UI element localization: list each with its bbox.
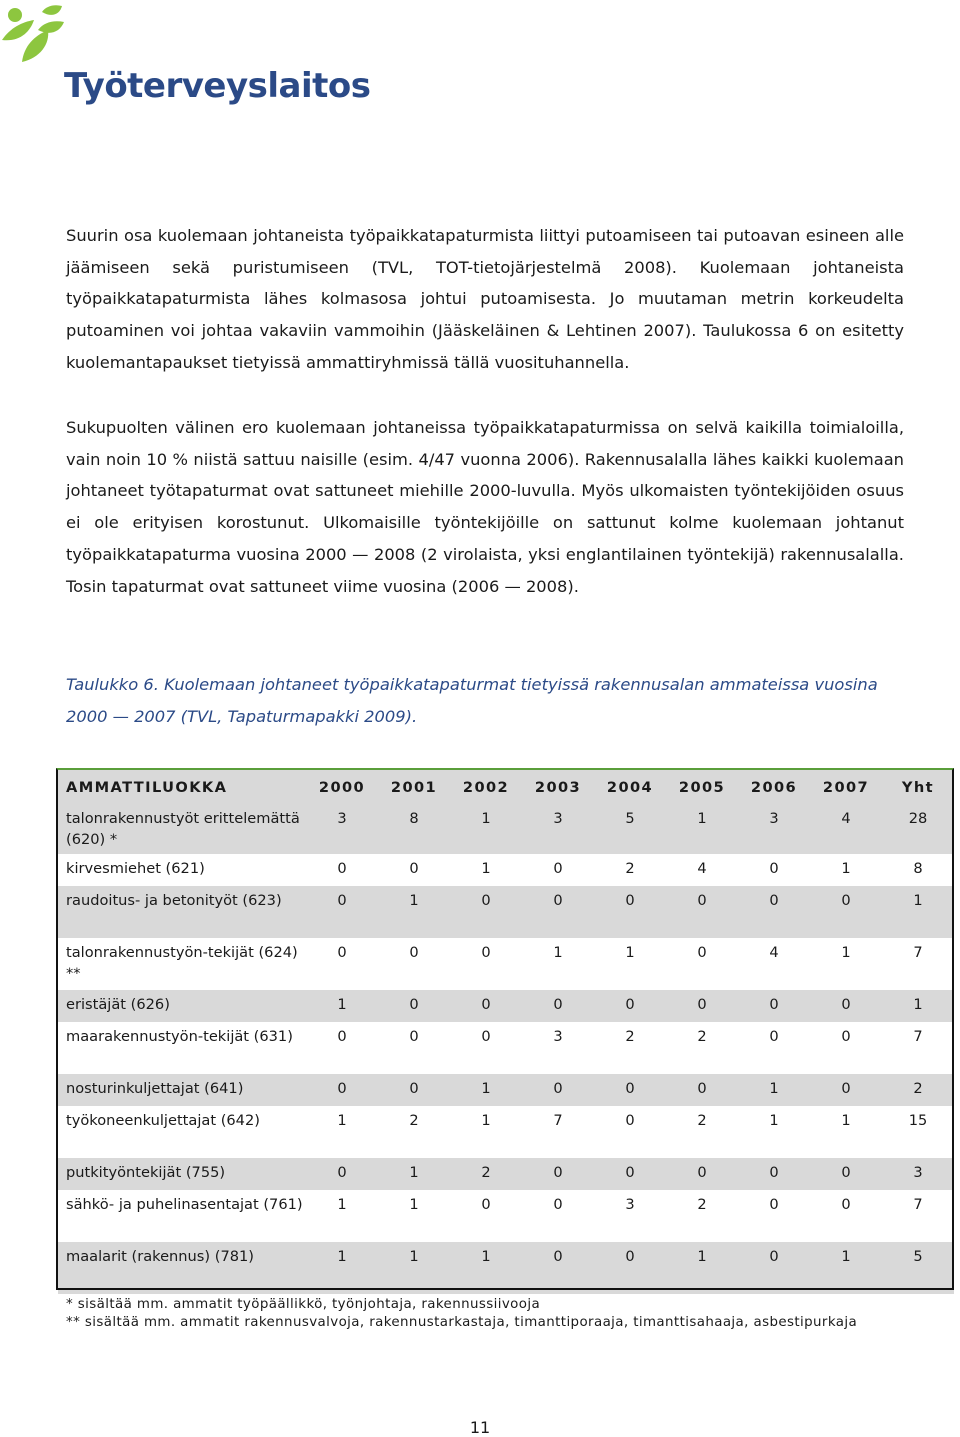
year-value-cell: 0 xyxy=(378,854,450,886)
total-cell: 2 xyxy=(882,1074,954,1106)
table-caption-label: Taulukko 6. xyxy=(66,675,159,694)
year-value-cell: 1 xyxy=(810,938,882,990)
total-cell: 5 xyxy=(882,1242,954,1294)
total-cell: 1 xyxy=(882,990,954,1022)
year-value-cell: 0 xyxy=(594,886,666,938)
paragraph-2 xyxy=(66,412,904,602)
header-2006: 2006 xyxy=(738,770,810,804)
year-value-cell: 0 xyxy=(666,938,738,990)
year-value-cell: 1 xyxy=(738,1074,810,1106)
year-value-cell: 0 xyxy=(594,1106,666,1158)
occupation-cell: työkoneenkuljettajat (642) xyxy=(58,1106,306,1158)
year-value-cell: 0 xyxy=(306,1074,378,1106)
year-value-cell: 0 xyxy=(594,990,666,1022)
year-value-cell: 0 xyxy=(738,886,810,938)
footnote-2: ** sisältää mm. ammatit rakennusvalvoja, rakennustarkastaja, timanttiporaaja, timanttisahaaja, asbestipurkaja xyxy=(66,1315,858,1330)
table-row xyxy=(58,1242,954,1294)
year-value-cell: 3 xyxy=(306,804,378,854)
occupation-cell: nosturinkuljettajat (641) xyxy=(58,1074,306,1106)
year-value-cell: 0 xyxy=(378,1074,450,1106)
occupation-cell: sähkö- ja puhelinasentajat (761) xyxy=(58,1190,306,1242)
occupation-cell: kirvesmiehet (621) xyxy=(58,854,306,886)
year-value-cell: 7 xyxy=(522,1106,594,1158)
total-cell: 8 xyxy=(882,854,954,886)
table-row xyxy=(58,854,954,886)
year-value-cell: 1 xyxy=(450,1106,522,1158)
year-value-cell: 1 xyxy=(306,1242,378,1294)
year-value-cell: 3 xyxy=(522,804,594,854)
year-value-cell: 1 xyxy=(378,1242,450,1294)
occupation-cell: maalarit (rakennus) (781) xyxy=(58,1242,306,1294)
year-value-cell: 0 xyxy=(522,1074,594,1106)
year-value-cell: 0 xyxy=(306,886,378,938)
year-value-cell: 0 xyxy=(450,938,522,990)
year-value-cell: 1 xyxy=(378,886,450,938)
header-2005: 2005 xyxy=(666,770,738,804)
year-value-cell: 2 xyxy=(666,1022,738,1074)
year-value-cell: 0 xyxy=(810,990,882,1022)
total-cell: 3 xyxy=(882,1158,954,1190)
paragraph-2-text: Sukupuolten välinen ero kuolemaan johtaneissa työpaikkatapaturmissa on selvä kaikilla toimialoilla, vain noin 10 % niistä sattuu naisille (esim. 4/47 vuonna 2006). Rakennusalalla lähes kaikki kuolemaan johtaneet työtapaturmat ovat sattuneet miehille 2000-luvulla. Myös ulkomaisten työntekijöiden osuus ei ole erityisen korostunut. Ulkomaisille työntekijöille on sattunut kolme kuolemaan johtanut työpaikkatapaturma vuosina 2000 — 2008 (2 virolaista, yksi englantilainen työntekijä) rakennusalalla. Tosin tapaturmat ovat sattuneet viime vuosina (2006 — 2008). xyxy=(66,418,904,596)
year-value-cell: 0 xyxy=(738,1242,810,1294)
year-value-cell: 1 xyxy=(306,1190,378,1242)
year-value-cell: 2 xyxy=(666,1106,738,1158)
year-value-cell: 0 xyxy=(306,1158,378,1190)
year-value-cell: 2 xyxy=(378,1106,450,1158)
year-value-cell: 0 xyxy=(810,1022,882,1074)
table-row xyxy=(58,1106,954,1158)
year-value-cell: 2 xyxy=(450,1158,522,1190)
year-value-cell: 0 xyxy=(594,1242,666,1294)
year-value-cell: 3 xyxy=(738,804,810,854)
year-value-cell: 1 xyxy=(378,1158,450,1190)
year-value-cell: 0 xyxy=(810,1190,882,1242)
total-cell: 7 xyxy=(882,1190,954,1242)
header-2000: 2000 xyxy=(306,770,378,804)
footnote-1: * sisältää mm. ammatit työpäällikkö, työnjohtaja, rakennussiivooja xyxy=(66,1297,541,1312)
year-value-cell: 0 xyxy=(522,886,594,938)
table-row xyxy=(58,886,954,938)
year-value-cell: 0 xyxy=(378,1022,450,1074)
year-value-cell: 0 xyxy=(450,1190,522,1242)
total-cell: 7 xyxy=(882,938,954,990)
year-value-cell: 1 xyxy=(522,938,594,990)
paragraph-1 xyxy=(66,220,904,379)
year-value-cell: 1 xyxy=(810,1242,882,1294)
table-row xyxy=(58,990,954,1022)
year-value-cell: 1 xyxy=(810,854,882,886)
table-row xyxy=(58,1158,954,1190)
year-value-cell: 0 xyxy=(450,886,522,938)
total-cell: 28 xyxy=(882,804,954,854)
year-value-cell: 0 xyxy=(738,1190,810,1242)
occupation-cell: talonrakennustyöt erittelemättä (620) * xyxy=(58,804,306,854)
header-yht: Yht xyxy=(882,770,954,804)
total-cell: 7 xyxy=(882,1022,954,1074)
header-2007: 2007 xyxy=(810,770,882,804)
year-value-cell: 0 xyxy=(810,886,882,938)
year-value-cell: 2 xyxy=(594,1022,666,1074)
logo xyxy=(0,0,371,110)
year-value-cell: 0 xyxy=(306,1022,378,1074)
table-row xyxy=(58,938,954,990)
year-value-cell: 1 xyxy=(306,990,378,1022)
year-value-cell: 0 xyxy=(522,1190,594,1242)
occupation-cell: putkityöntekijät (755) xyxy=(58,1158,306,1190)
year-value-cell: 4 xyxy=(666,854,738,886)
year-value-cell: 0 xyxy=(306,854,378,886)
year-value-cell: 0 xyxy=(594,1074,666,1106)
year-value-cell: 2 xyxy=(666,1190,738,1242)
year-value-cell: 5 xyxy=(594,804,666,854)
table-row xyxy=(58,1074,954,1106)
year-value-cell: 1 xyxy=(666,1242,738,1294)
year-value-cell: 0 xyxy=(738,990,810,1022)
total-cell: 1 xyxy=(882,886,954,938)
year-value-cell: 1 xyxy=(666,804,738,854)
year-value-cell: 1 xyxy=(306,1106,378,1158)
header-2004: 2004 xyxy=(594,770,666,804)
table-row xyxy=(58,1022,954,1074)
year-value-cell: 1 xyxy=(450,854,522,886)
table-caption-text: Kuolemaan johtaneet työpaikkatapaturmat tietyissä rakennusalan ammateissa vuosina 2000 — 2007 (TVL, Tapaturmapakki 2009). xyxy=(66,675,878,726)
table-row xyxy=(58,804,954,854)
year-value-cell: 0 xyxy=(666,1158,738,1190)
year-value-cell: 0 xyxy=(522,1158,594,1190)
table-row xyxy=(58,1190,954,1242)
year-value-cell: 3 xyxy=(522,1022,594,1074)
year-value-cell: 4 xyxy=(738,938,810,990)
occupation-cell: eristäjät (626) xyxy=(58,990,306,1022)
year-value-cell: 8 xyxy=(378,804,450,854)
table-caption xyxy=(66,669,904,732)
total-cell: 15 xyxy=(882,1106,954,1158)
table-header-row xyxy=(58,770,954,804)
header-2002: 2002 xyxy=(450,770,522,804)
year-value-cell: 0 xyxy=(738,1022,810,1074)
year-value-cell: 3 xyxy=(594,1190,666,1242)
year-value-cell: 1 xyxy=(594,938,666,990)
year-value-cell: 2 xyxy=(594,854,666,886)
year-value-cell: 0 xyxy=(738,854,810,886)
year-value-cell: 1 xyxy=(738,1106,810,1158)
year-value-cell: 0 xyxy=(522,1242,594,1294)
year-value-cell: 0 xyxy=(450,1022,522,1074)
header-2003: 2003 xyxy=(522,770,594,804)
page-number: 11 xyxy=(469,1418,491,1437)
year-value-cell: 0 xyxy=(378,990,450,1022)
year-value-cell: 0 xyxy=(810,1158,882,1190)
header-ammattiluokka: AMMATTILUOKKA xyxy=(58,770,306,804)
year-value-cell: 4 xyxy=(810,804,882,854)
occupation-cell: maarakennustyön-tekijät (631) xyxy=(58,1022,306,1074)
year-value-cell: 1 xyxy=(378,1190,450,1242)
year-value-cell: 1 xyxy=(810,1106,882,1158)
occupation-cell: raudoitus- ja betonityöt (623) xyxy=(58,886,306,938)
year-value-cell: 1 xyxy=(450,804,522,854)
occupation-cell: talonrakennustyön-tekijät (624) ** xyxy=(58,938,306,990)
year-value-cell: 0 xyxy=(666,886,738,938)
year-value-cell: 0 xyxy=(522,854,594,886)
year-value-cell: 0 xyxy=(666,1074,738,1106)
header-2001: 2001 xyxy=(378,770,450,804)
logo-wordmark: Työterveyslaitos xyxy=(64,66,371,106)
year-value-cell: 0 xyxy=(594,1158,666,1190)
fatalities-table xyxy=(58,770,954,1294)
year-value-cell: 0 xyxy=(522,990,594,1022)
year-value-cell: 0 xyxy=(378,938,450,990)
year-value-cell: 1 xyxy=(450,1074,522,1106)
year-value-cell: 1 xyxy=(450,1242,522,1294)
year-value-cell: 0 xyxy=(666,990,738,1022)
year-value-cell: 0 xyxy=(738,1158,810,1190)
year-value-cell: 0 xyxy=(306,938,378,990)
year-value-cell: 0 xyxy=(450,990,522,1022)
paragraph-1-text: Suurin osa kuolemaan johtaneista työpaikkatapaturmista liittyi putoamiseen tai putoavan esineen alle jäämiseen sekä puristumiseen (TVL, TOT-tietojärjestelmä 2008). Kuolemaan johtaneista työpaikkatapaturmista lähes kolmasosa johtui putoamisesta. Jo muutaman metrin korkeudelta putoaminen voi johtaa vakaviin vammoihin (Jääskeläinen & Lehtinen 2007). Taulukossa 6 on esitetty kuolemantapaukset tietyissä ammattiryhmissä tällä vuosituhannella. xyxy=(66,226,904,372)
logo-leaf-icon xyxy=(0,0,70,72)
year-value-cell: 0 xyxy=(810,1074,882,1106)
